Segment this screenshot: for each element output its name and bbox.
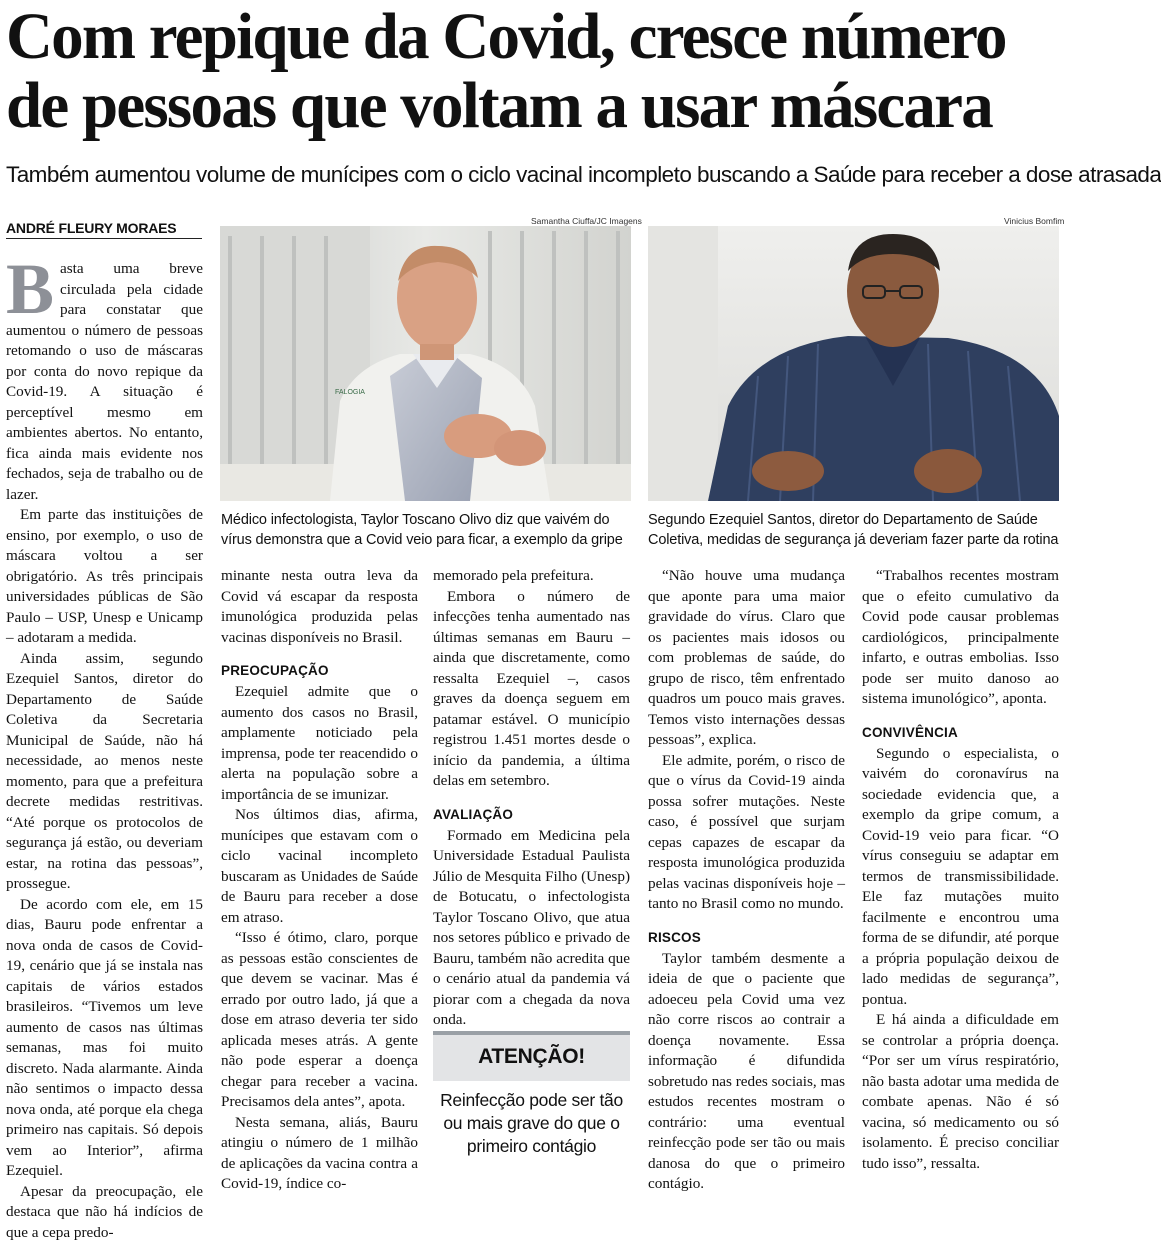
callout-body: Reinfecção pode ser tão ou mais grave do que o primeiro contágio (433, 1081, 630, 1158)
photo-credit-1: Samantha Ciuffa/JC Imagens (531, 216, 642, 226)
headline (6, 2, 1042, 140)
section-heading-preocupacao: PREOCUPAÇÃO (221, 662, 418, 680)
article-paragraph: Ainda assim, segundo Ezequiel Santos, diretor do Departamento de Saúde Coletiva da Secretaria Municipal de Saúde, não há necessidade, ao menos neste momento, para que a prefeitura decrete medidas restritivas. “Até porque os protocolos de segurança já estão, ou deveriam estar, na rotina das pessoas”, prossegue. (6, 649, 203, 895)
photo-infectologist-illustration (220, 226, 631, 501)
article-paragraph: “Não houve uma mudança que aponte para uma maior gravidade do vírus. Claro que os pacientes mais idosos ou com problemas de saúde, do grupo de risco, têm enfrentado quadros um pouco mais graves. Temos visto internações dessas pessoas”, explica. (648, 566, 845, 751)
photo-infectologist (220, 226, 631, 501)
article-column-4 (648, 566, 845, 1195)
article-column-5 (862, 566, 1059, 1174)
article-paragraph: Embora o número de infecções tenha aumentado nas últimas semanas em Bauru – ainda que discretamente, como ressalta Ezequiel –, casos graves da doença seguem em patamar estável. O município registrou 1.451 mortes desde o início da pandemia, a última delas em setembro. (433, 587, 630, 792)
headline-line-2: de pessoas que voltam a usar máscara (6, 71, 1042, 140)
photo-health-director (648, 226, 1059, 501)
article-paragraph: De acordo com ele, em 15 dias, Bauru pode enfrentar a nova onda de casos de Covid-19, cenário que já se instala nas capitais de vários estados brasileiros. “Tivemos um leve aumento de casos nas últimas semanas, mas foi muito discreto. Nada alarmante. Ainda não sentimos o impacto dessa nova onda, até porque ela chega primeiro nas capitais. Só depois vem ao Interior”, afirma Ezequiel. (6, 895, 203, 1182)
article-paragraph: “Trabalhos recentes mostram que o efeito cumulativo da Covid pode causar problemas cardiológicos, principalmente infarto, e outras embolias. Isso pode ser muito danoso ao sistema imunológico”, aponta. (862, 566, 1059, 710)
photo-caption-2: Segundo Ezequiel Santos, diretor do Departamento de Saúde Coletiva, medidas de segurança já deveriam fazer parte da rotina (648, 510, 1060, 550)
lead-text: asta uma breve circulada pela cidade para constatar que aumentou o número de pessoas retomando o uso de máscaras por conta do novo repique da Covid-19. A situação é perceptível mesmo em ambientes abertos. No entanto, fica ainda mais evidente nos fechados, seja de trabalho ou de lazer. (6, 260, 203, 503)
article-paragraph: Nesta semana, aliás, Bauru atingiu o número de 1 milhão de aplicações da vacina contra a Covid-19, índice co- (221, 1113, 418, 1195)
article-paragraph: E há ainda a dificuldade em se controlar a própria doença. “Por ser um vírus respiratório, não basta adotar uma medida de combate apenas. Não é só vacina, só medicamento ou só isolamento. É preciso conciliar tudo isso”, ressalta. (862, 1010, 1059, 1174)
photo-health-director-illustration (648, 226, 1059, 501)
article-paragraph: Apesar da preocupação, ele destaca que não há indícios de que a cepa predo- (6, 1182, 203, 1243)
article-paragraph (6, 259, 203, 505)
headline-line-1: Com repique da Covid, cresce número (6, 2, 1042, 71)
article-paragraph: Formado em Medicina pela Universidade Estadual Paulista Júlio de Mesquita Filho (Unesp) de Botucatu, o infectologista Taylor Toscano Olivo, que atua nos setores público e privado de Bauru, também não acredita que o cenário atual da pandemia vá piorar com a chegada da nova onda. (433, 826, 630, 1031)
article-paragraph: minante nesta outra leva da Covid vá escapar da resposta imunológica produzida pelas vacinas disponíveis no Brasil. (221, 566, 418, 648)
article-paragraph: Ele admite, porém, o risco de que o vírus da Covid-19 ainda possa sofrer mutações. Neste caso, é possível que surjam cepas capazes de escapar da resposta imunológica produzida pelas vacinas disponíveis hoje – tanto no Brasil como no mundo. (648, 751, 845, 915)
article-paragraph: Taylor também desmente a ideia de que o paciente que adoeceu pela Covid uma vez não corre riscos ao contrair a doença novamente. Essa informação é difundida sobretudo nas redes sociais, mas estudos recentes mostram o contrário: uma eventual reinfecção pode ser tão ou mais danosa do que o primeiro contágio. (648, 949, 845, 1195)
photo-credit-2: Vinicius Bomfim (1004, 216, 1064, 226)
callout-box (433, 1031, 630, 1161)
subheadline: Também aumentou volume de munícipes com o ciclo vacinal incompleto buscando a Saúde para receber a dose atrasada (6, 160, 1058, 190)
article-paragraph: Em parte das instituições de ensino, por exemplo, o uso de máscara voltou a ser obrigatório. As três principais universidades públicas de São Paulo – USP, Unesp e Unicamp – adotaram a medida. (6, 505, 203, 649)
section-heading-convivencia: CONVIVÊNCIA (862, 724, 1059, 742)
article-paragraph: memorado pela prefeitura. (433, 566, 630, 587)
photo-caption-1: Médico infectologista, Taylor Toscano Olivo diz que vaivém do vírus demonstra que a Covid veio para ficar, a exemplo da gripe (221, 510, 633, 550)
article-column-2 (221, 566, 418, 1195)
article-paragraph: Ezequiel admite que o aumento dos casos no Brasil, amplamente noticiado pela imprensa, pode ter reacendido o alerta na população sobre a importância de se imunizar. (221, 682, 418, 805)
article-column-3 (433, 566, 630, 1031)
coat-embroidery: FALOGIA (335, 389, 365, 396)
article-paragraph: “Isso é ótimo, claro, porque as pessoas estão conscientes de que devem se vacinar. Mas é errado por outro lado, já que a dose em atraso deveria ter sido aplicada meses atrás. A gente não pode esperar a doença chegar para receber a vacina. Precisamos dela antes”, apota. (221, 928, 418, 1113)
article-column-1 (6, 259, 203, 1243)
byline: ANDRÉ FLEURY MORAES (6, 219, 202, 239)
article-paragraph: Nos últimos dias, afirma, munícipes que estavam com o ciclo vacinal incompleto buscaram as Unidades de Saúde de Bauru para receber a dose em atraso. (221, 805, 418, 928)
section-heading-avaliacao: AVALIAÇÃO (433, 806, 630, 824)
callout-title: ATENÇÃO! (433, 1031, 630, 1081)
section-heading-riscos: RISCOS (648, 929, 845, 947)
article-paragraph: Segundo o especialista, o vaivém do coronavírus na sociedade evidencia que, a exemplo da gripe comum, a Covid-19 veio para ficar. “O vírus conseguiu se adaptar em termos de transmissibilidade. Ele faz mutações muito facilmente e encontrou uma forma de se difundir, até porque a própria população deixou de lado medidas de segurança”, pontua. (862, 744, 1059, 1011)
drop-cap: B (6, 261, 54, 317)
